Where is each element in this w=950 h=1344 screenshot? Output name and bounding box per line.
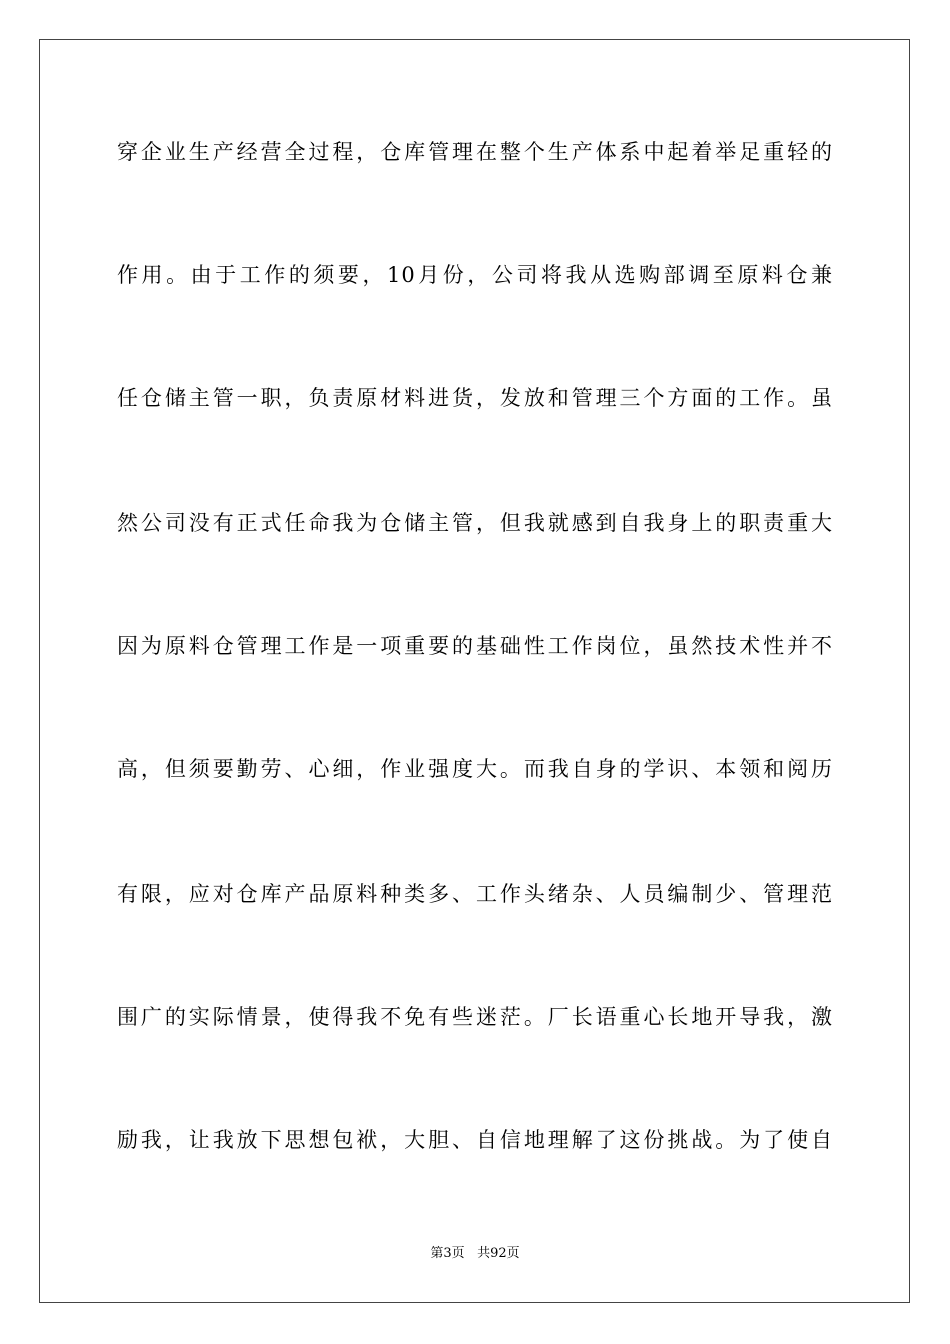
page-number-total: 共92页 — [477, 1246, 520, 1261]
text-line: 有限，应对仓库产品原料种类多、工作头绪杂、人员编制少、管理范 — [117, 882, 833, 906]
text-line: 作用。由于工作的须要，10月份，公司将我从选购部调至原料仓兼 — [117, 263, 833, 287]
text-line: 然公司没有正式任命我为仓储主管，但我就感到自我身上的职责重大 — [117, 511, 833, 535]
text-line: 围广的实际情景，使得我不免有些迷茫。厂长语重心长地开导我，激 — [117, 1005, 833, 1029]
page-footer — [0, 1245, 950, 1263]
page-border — [39, 39, 910, 1303]
text-line: 励我，让我放下思想包袱，大胆、自信地理解了这份挑战。为了使自 — [117, 1128, 833, 1152]
text-line: 因为原料仓管理工作是一项重要的基础性工作岗位，虽然技术性并不 — [117, 634, 833, 658]
text-line: 任仓储主管一职，负责原材料进货，发放和管理三个方面的工作。虽 — [117, 386, 833, 410]
text-line: 穿企业生产经营全过程，仓库管理在整个生产体系中起着举足重轻的 — [117, 140, 833, 164]
text-line: 高，但须要勤劳、心细，作业强度大。而我自身的学识、本领和阅历 — [117, 757, 833, 781]
page-number-current: 第3页 — [430, 1246, 465, 1261]
